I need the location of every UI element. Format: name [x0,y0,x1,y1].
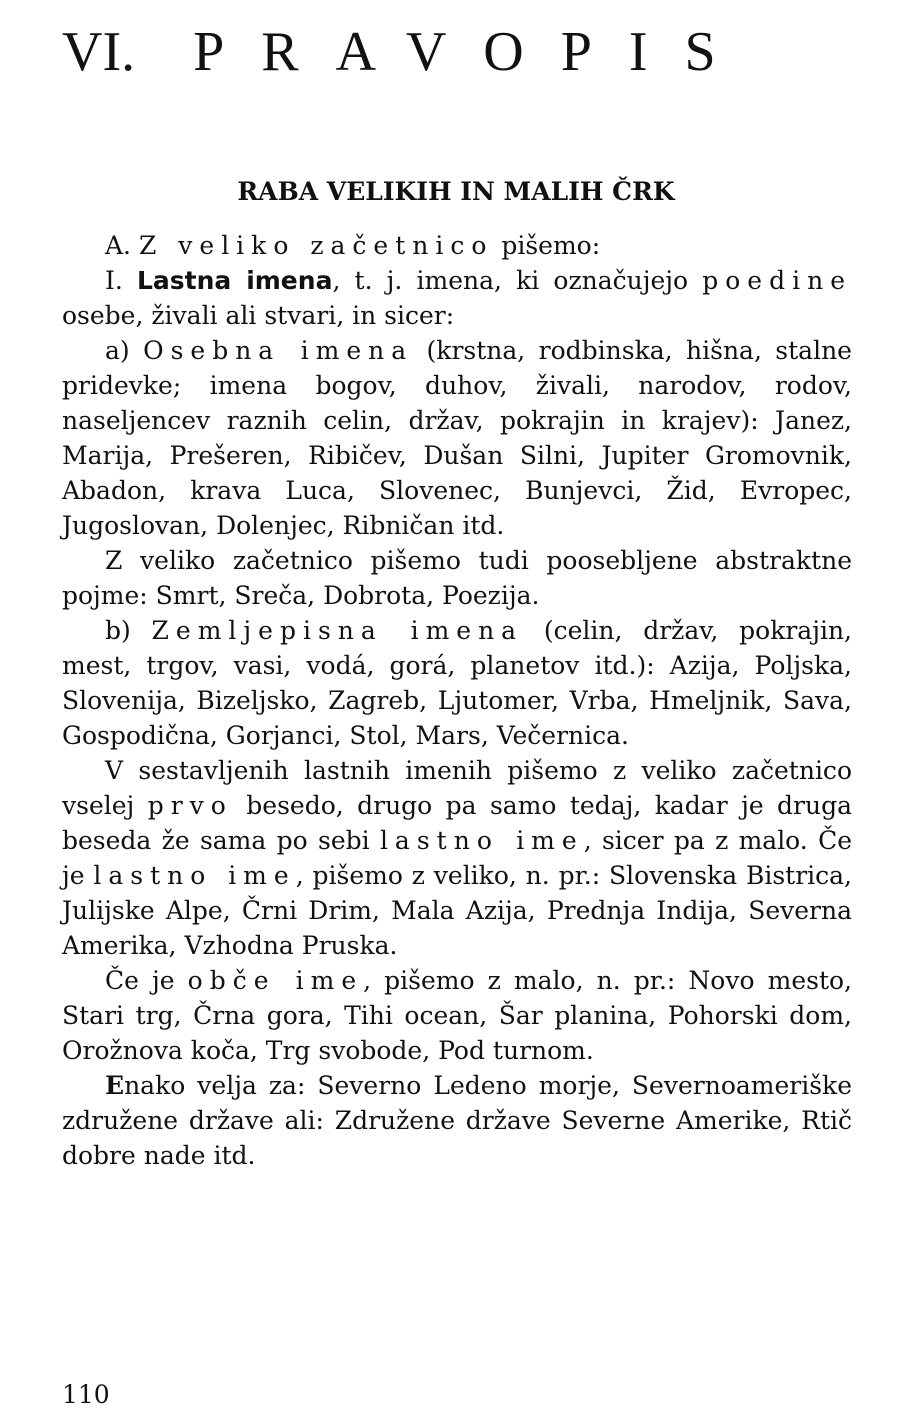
spaced-text: prvo [147,791,233,820]
text-run: osebe, živali ali stvari, in sicer: [62,301,455,330]
text-run: nako velja za: Severno Ledeno morje, Severnoameriške združene države ali: Združene države Severne Amerike, Rtič dobre nade itd. [62,1071,852,1170]
spaced-text: lastno ime [93,861,296,890]
text-run: (celin, držav, pokrajin, mest, trgov, vasi, vodá, gorá, planetov itd.): Azija, Poljska, Slovenija, Bizeljsko, Zagreb, Ljutomer, Vrba, Hmeljnik, Sava, Gospodična, Gorjanci, Stol, Mars, Večernica. [62,616,852,750]
text-run: Z veliko začetnico pišemo tudi poosebljene abstraktne pojme: Smrt, Sreča, Dobrota, Poezija. [62,546,852,610]
page-number: 110 [62,1380,110,1409]
spaced-text: Zemljepisna imena [151,616,524,645]
paragraph-abstraktni-pojmi [62,543,852,613]
text-run: a) [105,336,144,365]
spaced-text: obče ime [187,966,364,995]
text-run: besedo, drugo pa samo tedaj, kadar je druga beseda že sama po sebi [62,791,852,855]
text-run: V sestavljenih lastnih imenih pišemo z veliko začetnico vselej [62,756,852,820]
paragraph-a [62,228,852,263]
text-run: , t. j. imena, ki označujejo [332,266,703,295]
chapter-title: PRAVOPIS [193,21,753,83]
text-run: (krstna, rodbinska, hišna, stalne pridevke; imena bogov, duhov, živali, narodov, rodov, naseljencev raznih celin, držav, pokrajin in krajev): Janez, Marija, Prešeren, Ribičev, Dušan Silni, Jupiter Gromovnik, Abadon, krava Luca, Slovenec, Bunjevci, Žid, Evropec, Jugoslovan, Dolenjec, Ribničan itd. [62,336,852,540]
paragraph-enako-velja [62,1068,852,1173]
text-run: I. [105,266,137,295]
text-run: , pišemo z veliko, n. pr.: Slovenska Bistrica, Julijske Alpe, Črni Drim, Mala Azija, Prednja Indija, Severna Amerika, Vzhodna Pruska. [62,861,852,960]
section-heading: RABA VELIKIH IN MALIH ČRK [237,177,675,206]
paragraph-zemljepisna-imena [62,613,852,753]
paragraph-sestavljena-imena [62,753,852,963]
chapter-heading [62,22,862,82]
text-run: E [105,1071,125,1100]
spaced-text: lastno ime [379,826,584,855]
text-run: A. [105,231,139,260]
chapter-number: VI. [62,21,136,83]
paragraph-osebna-imena [62,333,852,543]
text-run: pišemo: [493,231,601,260]
paragraph-lastna-imena [62,263,852,333]
text-run: Če je [105,966,188,995]
text-run: , sicer pa z malo. Če je [62,826,852,890]
bold-term: Lastna imena [136,266,333,295]
spaced-text: Z veliko začetnico [138,231,494,260]
paragraph-obce-ime [62,963,852,1068]
body-text [62,228,852,1173]
text-run: , pišemo z malo, n. pr.: Novo mesto, Stari trg, Črna gora, Tihi ocean, Šar planina, Pohorski dom, Orožnova koča, Trg svobode, Pod turnom. [62,966,852,1065]
spaced-text: Osebna imena [143,336,414,365]
text-run: b) [105,616,152,645]
spaced-text: poedine [702,266,852,295]
